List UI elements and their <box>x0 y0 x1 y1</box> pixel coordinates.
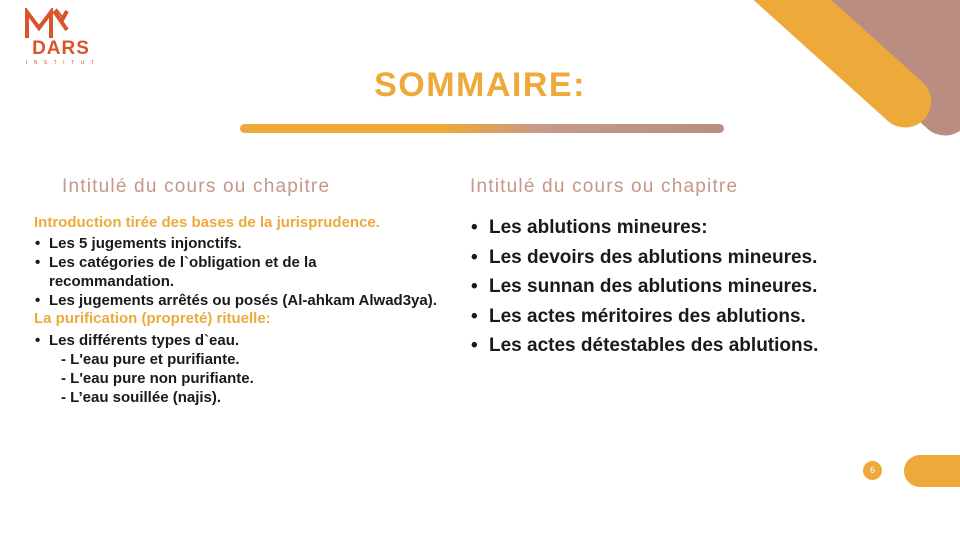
list-item: • Les actes méritoires des ablutions. <box>470 303 920 331</box>
left-list-2 <box>34 331 438 407</box>
logo-subtitle: I N S T I T U T <box>25 60 97 66</box>
slide-title: SOMMAIRE: <box>374 66 586 104</box>
list-item: • Les jugements arrêtés ou posés (Al-ahkam Alwad3ya). <box>34 291 438 310</box>
list-item: • Les catégories de l`obligation et de la recommandation. <box>34 253 438 291</box>
list-item: - L'eau pure et purifiante. <box>61 350 240 368</box>
title-divider <box>240 124 724 133</box>
left-lead-1: Introduction tirée des bases de la jurisprudence. <box>34 214 380 231</box>
left-lead-2: La purification (propreté) rituelle: <box>34 310 271 328</box>
right-list <box>470 214 920 360</box>
list-item: • Les différents types d`eau. <box>34 331 438 350</box>
list-item: • Les ablutions mineures: <box>470 214 920 242</box>
list-item: - L'eau pure non purifiante. <box>61 369 254 387</box>
left-list-1 <box>34 234 438 310</box>
list-item: • Les 5 jugements injonctifs. <box>34 234 438 253</box>
right-column <box>470 176 920 362</box>
list-item: • Les actes détestables des ablutions. <box>470 332 920 360</box>
logo-mark-icon <box>23 8 85 38</box>
list-item: • Les devoirs des ablutions mineures. <box>470 244 920 272</box>
list-item: - L’eau souillée (najis). <box>61 388 222 406</box>
left-column <box>34 176 438 407</box>
logo-text: DARS <box>32 38 90 59</box>
left-column-heading: Intitulé du cours ou chapitre <box>62 176 331 197</box>
logo <box>16 8 106 70</box>
left-column-body <box>34 214 438 407</box>
list-item: • Les sunnan des ablutions mineures. <box>470 273 920 301</box>
decorative-orange-pill <box>904 455 960 487</box>
page-number: 6 <box>863 461 882 480</box>
right-column-heading: Intitulé du cours ou chapitre <box>470 176 739 197</box>
